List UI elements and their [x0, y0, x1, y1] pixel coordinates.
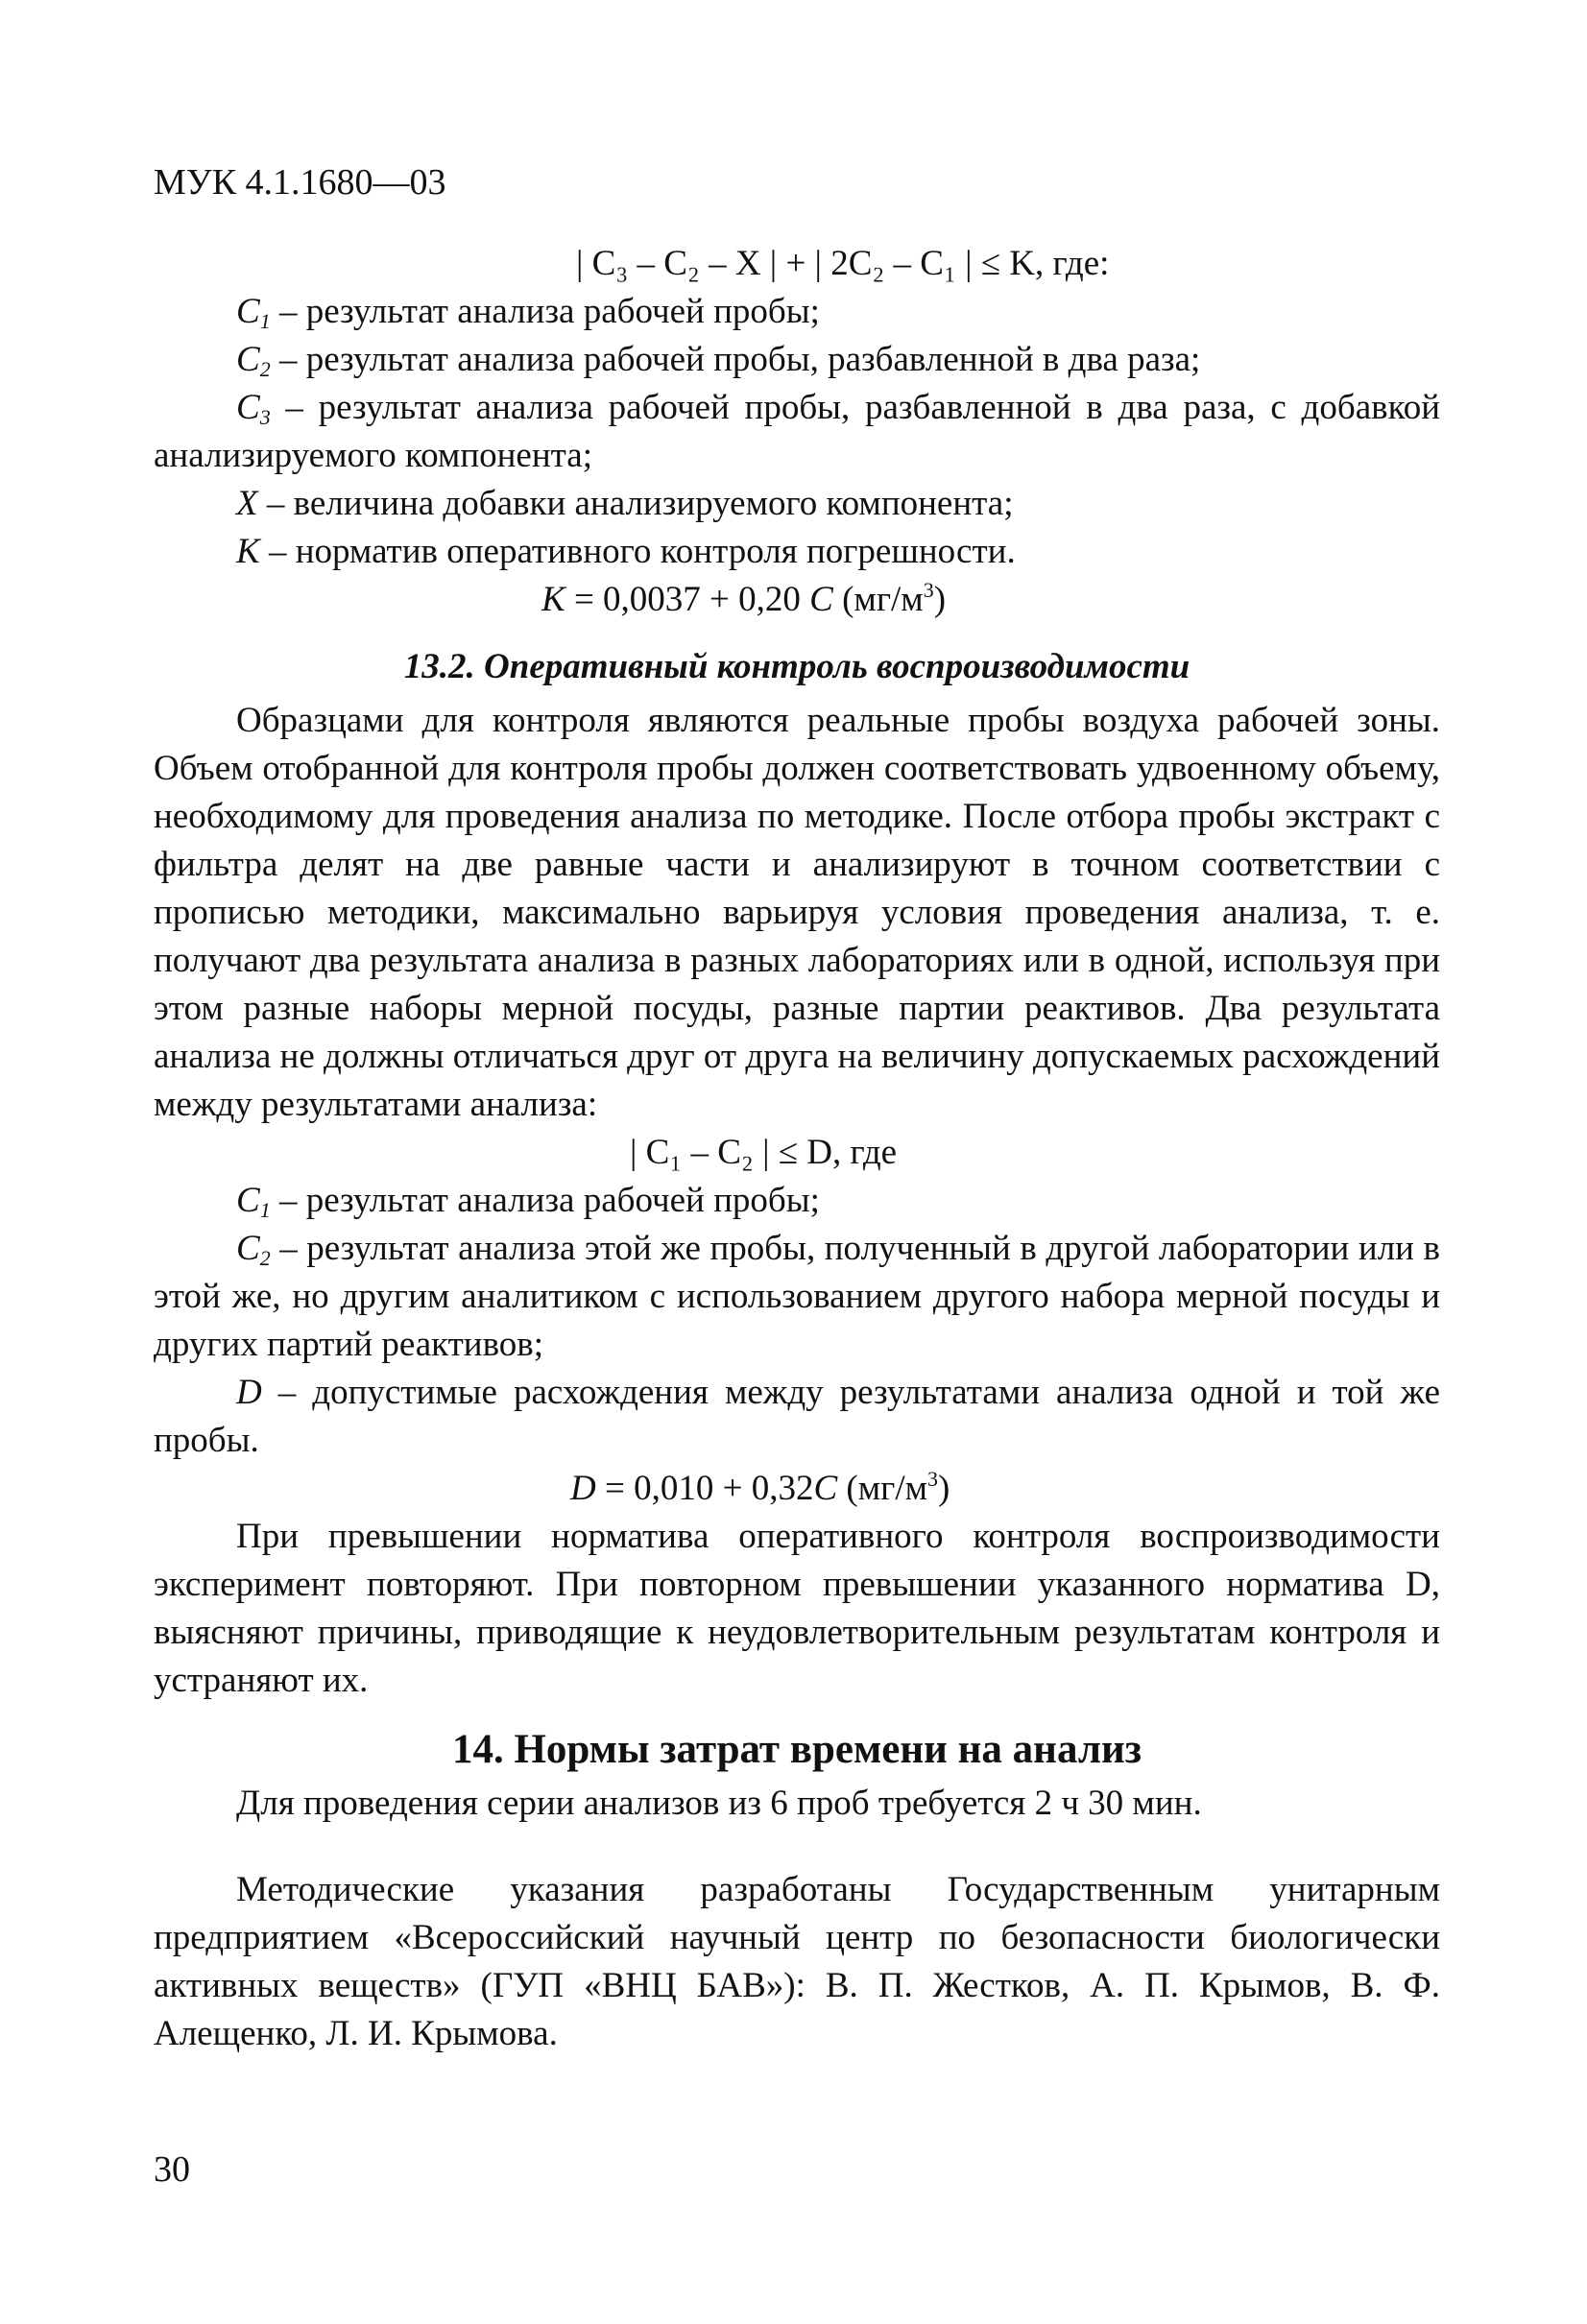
definition-symbol: D [236, 1373, 262, 1412]
definition-symbol: C [236, 1229, 260, 1268]
formula-d-exp: 3 [927, 1467, 939, 1491]
paragraph-reproducibility: Образцами для контроля являются реальные пробы воздуха рабочей зоны. Объем отобранной для контроля пробы должен соответствовать удвоенному объему, необходимому для проведения анализа по методике. После отбора пробы экстракт с фильтра делят на две равные части и анализируют в точном соответствии с прописью методики, максимально варьируя условия проведения анализа, т. е. получают два результата анализа в разных лабораториях или в одной, используя при этом разные наборы мерной посуды, разные партии реактивов. Два результата анализа не должны отличаться друг от друга на величину допускаемых расхождений между результатами анализа: [154, 701, 1440, 1124]
formula-k-unit: (мг/м [832, 580, 924, 619]
definition-text: – величина добавки анализируемого компонента; [257, 484, 1014, 523]
page-number: 30 [154, 2149, 190, 2190]
definition-symbol: X [236, 484, 258, 523]
formula-k [154, 576, 1440, 624]
formula-d-rhs: = 0,010 + 0,32 [595, 1469, 814, 1508]
paragraph-time: Для проведения серии анализов из 6 проб требуется 2 ч 30 мин. [236, 1784, 1202, 1823]
definition-symbol: C [236, 340, 260, 379]
definition-text: – результат анализа рабочей пробы, разбавленной в два раза, с добавкой анализируемого компонента; [154, 388, 1440, 475]
definition-symbol: C [236, 1181, 260, 1220]
formula-error-check: | C₃ – C₂ – X | + | 2C₂ – C₁ | ≤ K, где: [576, 244, 1110, 283]
definition-subscript: 1 [259, 309, 271, 333]
definition-text: – допустимые расхождения между результатами анализа одной и той же пробы. [154, 1373, 1440, 1460]
formula-k-close: ) [933, 580, 947, 619]
section-heading-14: 14. Нормы затрат времени на анализ [451, 1727, 1142, 1772]
formula-d [154, 1465, 1440, 1513]
definition-subscript: 2 [259, 357, 271, 381]
subsection-heading: 13.2. Оперативный контроль воспроизводимости [403, 647, 1190, 686]
definition-text: – результат анализа рабочей пробы, разбавленной в два раза; [270, 340, 1201, 379]
definition-subscript: 2 [259, 1246, 271, 1270]
definitions-list-1 [154, 288, 1440, 576]
formula-k-exp: 3 [923, 578, 934, 602]
definition-text: – результат анализа рабочей пробы; [270, 292, 820, 331]
paragraph-authors: Методические указания разработаны Государственным унитарным предприятием «Всероссийский научный центр по безопасности биологически активных веществ» (ГУП «ВНЦ БАВ»): В. П. Жестков, А. П. Крымов, В. Ф. Алещенко, Л. И. Крымова. [154, 1870, 1440, 2053]
definition-symbol: K [236, 532, 260, 571]
definition-item [154, 336, 1440, 384]
formula-k-rhs: = 0,0037 + 0,20 [565, 580, 810, 619]
definition-item [154, 384, 1440, 480]
page-content [154, 244, 1440, 2058]
formula-d-var: C [813, 1469, 838, 1508]
definition-item [154, 1177, 1440, 1225]
definition-subscript: 1 [259, 1198, 271, 1222]
definition-text: – норматив оперативного контроля погрешности. [259, 532, 1016, 571]
definition-subscript: 3 [259, 405, 271, 429]
definition-item [154, 288, 1440, 336]
definition-symbol: C [236, 388, 260, 427]
definition-symbol: C [236, 292, 260, 331]
definition-item [154, 528, 1440, 576]
formula-d-close: ) [938, 1469, 950, 1508]
definition-text: – результат анализа этой же пробы, полученный в другой лаборатории или в этой же, но другим аналитиком с использованием другого набора мерной посуды и других партий реактивов; [154, 1229, 1440, 1364]
formula-d-lhs: D [570, 1469, 596, 1508]
definition-item [154, 1225, 1440, 1369]
formula-d-unit: (мг/м [837, 1469, 928, 1508]
formula-discrepancy: | C₁ – C₂ | ≤ D, где [630, 1133, 898, 1172]
doc-code-header: МУК 4.1.1680—03 [154, 162, 446, 203]
definition-item [154, 1369, 1440, 1465]
formula-k-var: C [809, 580, 833, 619]
formula-k-lhs: K [541, 580, 565, 619]
definition-item [154, 480, 1440, 528]
paragraph-repeat: При превышении норматива оперативного контроля воспроизводимости эксперимент повторяют. При повторном превышении указанного норматива D, выясняют причины, приводящие к неудовлетворительным результатам контроля и устраняют их. [154, 1517, 1440, 1700]
definitions-list-2 [154, 1177, 1440, 1465]
definition-text: – результат анализа рабочей пробы; [270, 1181, 820, 1220]
